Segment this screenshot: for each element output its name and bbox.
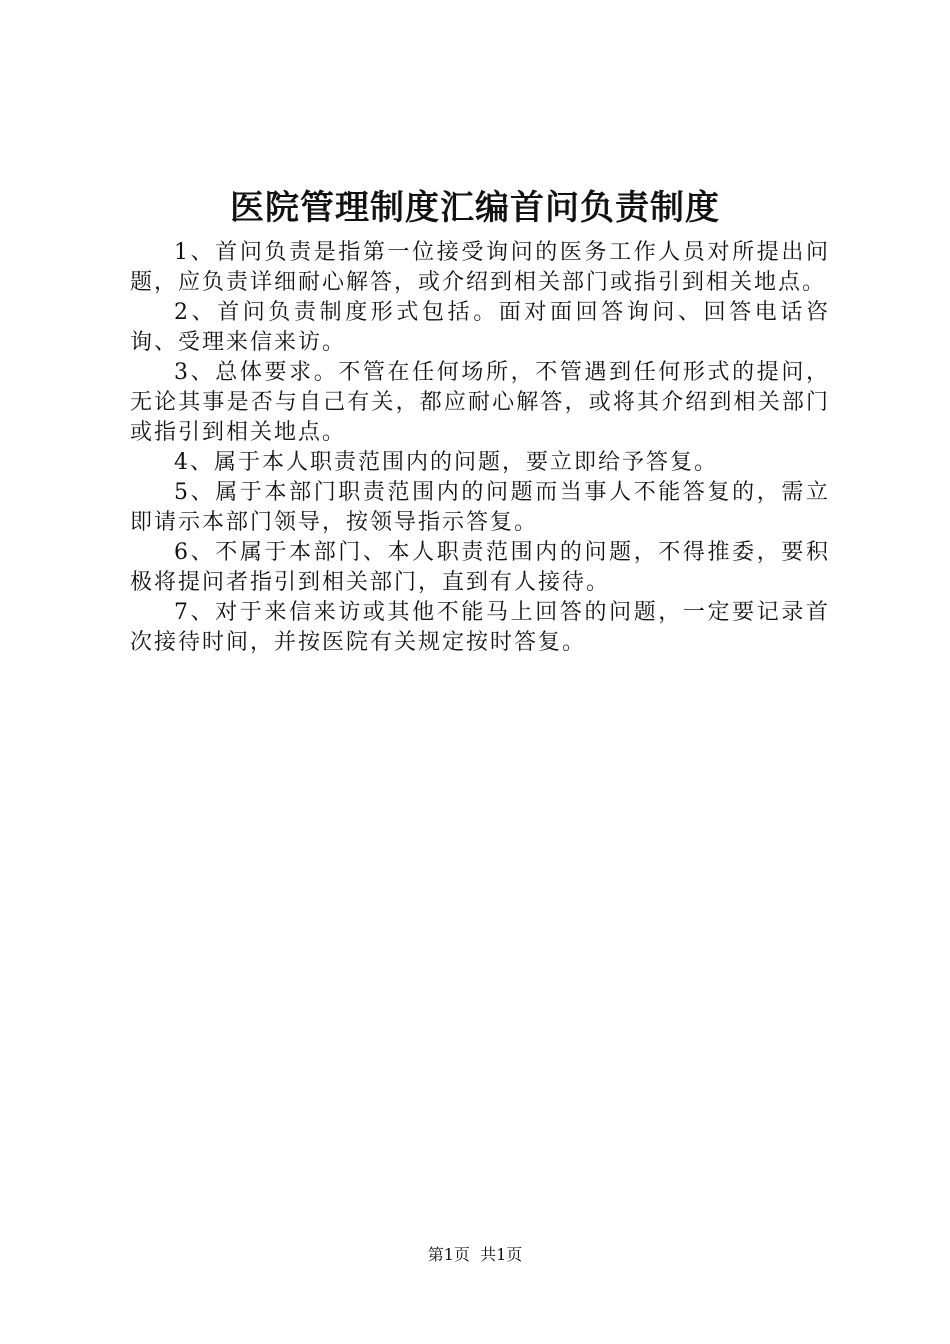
document-title: 医院管理制度汇编首问负责制度 bbox=[230, 188, 720, 228]
footer-separator bbox=[470, 1245, 480, 1264]
paragraph-4: 4、属于本人职责范围内的问题，要立即给予答复。 bbox=[174, 450, 718, 475]
paragraph-7: 7、对于来信来访或其他不能马上回答的问题，一定要记录首次接待时间，并按医院有关规定按时答复。 bbox=[130, 600, 830, 655]
paragraph-2: 2、首问负责制度形式包括。面对面回答询问、回答电话咨询、受理来信来访。 bbox=[130, 300, 830, 355]
paragraph-5: 5、属于本部门职责范围内的问题而当事人不能答复的，需立即请示本部门领导，按领导指示答复。 bbox=[130, 480, 830, 535]
paragraph-3: 3、总体要求。不管在任何场所，不管遇到任何形式的提问，无论其事是否与自己有关，都应耐心解答，或将其介绍到相关部门或指引到相关地点。 bbox=[130, 360, 830, 445]
document-body bbox=[130, 238, 830, 658]
page-total: 共1页 bbox=[480, 1245, 523, 1264]
paragraph-1: 1、首问负责是指第一位接受询问的医务工作人员对所提出问题，应负责详细耐心解答，或介绍到相关部门或指引到相关地点。 bbox=[130, 240, 830, 295]
page-footer bbox=[0, 1243, 950, 1267]
paragraph-6: 6、不属于本部门、本人职责范围内的问题，不得推委，要积极将提问者指引到相关部门，直到有人接待。 bbox=[130, 540, 830, 595]
page-number: 第1页 bbox=[427, 1245, 470, 1264]
